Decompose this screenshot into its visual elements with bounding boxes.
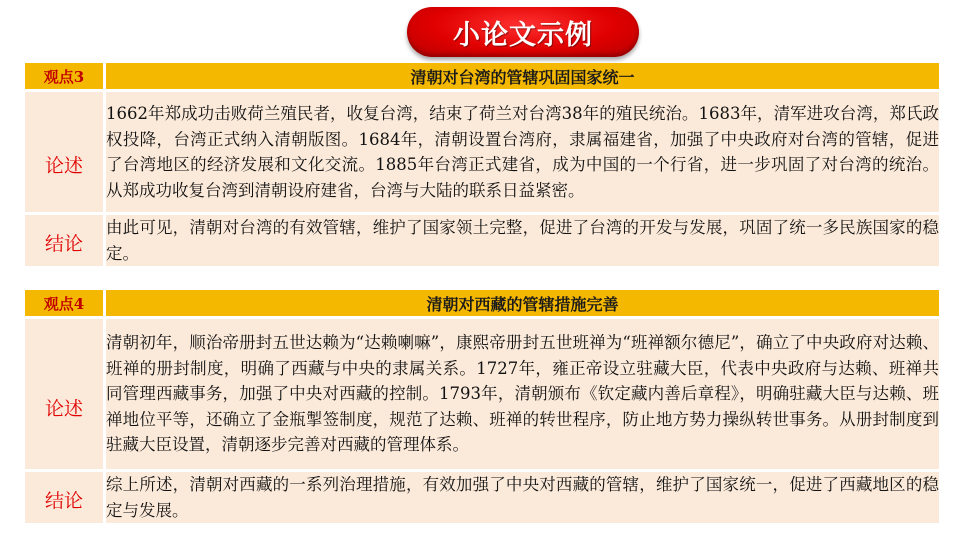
viewpoint-3-argument-label: 论述 [25,92,103,212]
title-banner [407,7,639,57]
viewpoint-3-argument-text: 1662年郑成功击败荷兰殖民者，收复台湾，结束了荷兰对台湾38年的殖民统治。1683年，清军进攻台湾，郑氏政权投降，台湾正式纳入清朝版图。1684年，清朝设置台湾府，隶属福建省，加强了中央政府对台湾的管辖，促进了台湾地区的经济发展和文化交流。1885年台湾正式建省，成为中国的一个行省，进一步巩固了对台湾的统治。从郑成功收复台湾到清朝设府建省，台湾与大陆的联系日益紧密。 [106,92,939,212]
viewpoint-3-title: 清朝对台湾的管辖巩固国家统一 [106,63,939,89]
viewpoint-4-argument-text: 清朝初年，顺治帝册封五世达赖为“达赖喇嘛”，康熙帝册封五世班禅为“班禅额尔德尼”，确立了中央政府对达赖、班禅的册封制度，明确了西藏与中央的隶属关系。1727年，雍正帝设立驻藏大臣，代表中央政府与达赖、班禅共同管理西藏事务，加强了中央对西藏的控制。1793年，清朝颁布《钦定藏内善后章程》，明确驻藏大臣与达赖、班禅地位平等，还确立了金瓶掣签制度，规范了达赖、班禅的转世程序，防止地方势力操纵转世事务。从册封制度到驻藏大臣设置，清朝逐步完善对西藏的管理体系。 [106,319,939,469]
viewpoint-4-title: 清朝对西藏的管辖措施完善 [106,290,939,316]
viewpoint-4-conclusion-text: 综上所述，清朝对西藏的一系列治理措施，有效加强了中央对西藏的管辖，维护了国家统一，促进了西藏地区的稳定与发展。 [106,472,939,523]
viewpoint-3-conclusion-text: 由此可见，清朝对台湾的有效管辖，维护了国家领土完整，促进了台湾的开发与发展，巩固了统一多民族国家的稳定。 [106,215,939,266]
viewpoint-4-header-row [25,290,939,316]
viewpoint-4-argument-label: 论述 [25,319,103,469]
viewpoint-4-argument-row [25,319,939,469]
viewpoint-4-label: 观点4 [25,290,103,316]
page-title: 小论文示例 [453,19,593,51]
viewpoint-3-conclusion-label: 结论 [25,215,103,266]
viewpoint-3-table [22,60,942,269]
viewpoint-4-conclusion-row [25,472,939,523]
viewpoint-4-table [22,287,942,526]
viewpoint-3-conclusion-row [25,215,939,266]
viewpoint-3-argument-row [25,92,939,212]
viewpoint-3-header-row [25,63,939,89]
viewpoint-3-label: 观点3 [25,63,103,89]
viewpoint-4-conclusion-label: 结论 [25,472,103,523]
